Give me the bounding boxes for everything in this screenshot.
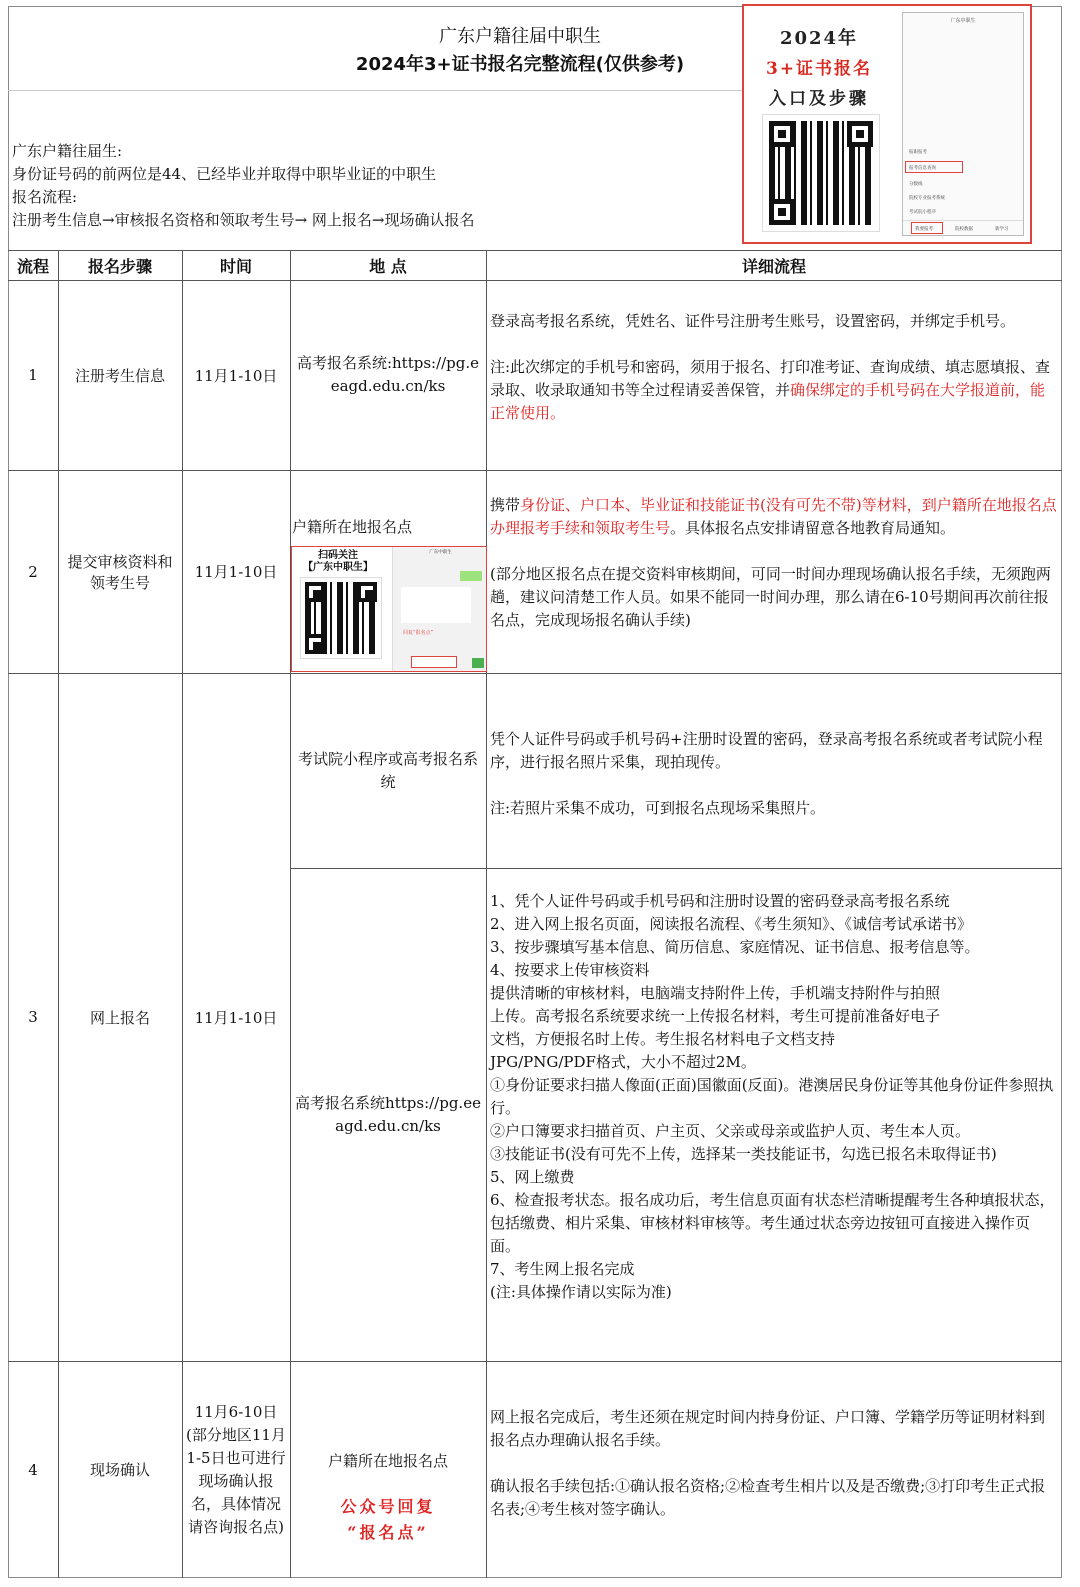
row-3-detail-b [490,890,1058,1304]
row-4-time: 11月6-10日(部分地区11月1-5日也可进行现场确认报名，具体情况请咨询报名点) [186,1402,286,1536]
detail-text: 凭个人证件号码或手机号码+注册时设置的密码，登录高考报名系统或者考试院小程序，进行报名照片采集，现拍现传。 [490,730,1043,771]
detail-highlight: 确保绑定的手机号码在大学报道前，能正常使用。 [490,381,1046,422]
detail-line: ②户口簿要求扫描首页、户主页、父亲或母亲或监护人页、考生本人页。 [490,1122,971,1140]
detail-line: ①身份证要求扫描人像面(正面)国徽面(反面)。港澳居民身份证等其他身份证件参照执行。 [490,1076,1054,1117]
phone-tab: 新学习 [995,227,1009,232]
header-time: 时间 [219,256,252,276]
detail-text: 网上报名完成后，考生还须在规定时间内持身份证、户口簿、学籍学历等证明材料到报名点办理确认报名手续。 [490,1408,1046,1449]
detail-line: 2、进入网上报名页面，阅读报名流程、《考生须知》、《诚信考试承诺书》 [490,915,973,933]
row-1-time: 11月1-10日 [194,366,278,385]
promo-subtitle: 3+证书报名 [765,59,873,79]
row-3-detail-a [490,728,1058,820]
header-step: 报名步骤 [87,256,152,276]
phone-menu-item: 考试院小程序 [909,210,936,215]
chat-reply-hint: 回复“报名点” [403,630,434,636]
header-step-no: 流程 [16,256,49,276]
row-3-place-b: 高考报名系统https://pg.eeagd.edu.cn/ks [295,1093,481,1135]
detail-highlight: 身份证、户口本、毕业证和技能证书(没有可先不带)等材料，到户籍所在地报名点办理报考手续和领取考生号 [490,496,1057,537]
detail-text: (部分地区报名点在提交资料审核期间，可同一时间办理现场确认报名手续，无须跑两趟，建议问清楚工作人员。如果不能同一时间办理，那么请在6-10号期间再次前往报名点，完成现场报名确认手续) [490,565,1051,629]
detail-line: 7、考生网上报名完成 [490,1260,635,1278]
detail-line: 5、网上缴费 [490,1168,575,1186]
row-2-step: 提交审核资料和领考生号 [67,552,173,592]
phone-tab-bar [903,220,1023,235]
row-4-step: 现场确认 [89,1461,150,1479]
promo-year: 2024年 [779,28,859,49]
row-1-detail [490,310,1058,425]
intro-line: 报名流程: [12,188,78,206]
detail-note [490,356,1058,425]
detail-text: 。具体报名点安排请留意各地教育局通知。 [670,519,956,537]
row-2-place: 户籍所在地报名点 [292,518,413,536]
intro-line: 身份证号码的前两位是44、已经毕业并取得中职毕业证的中职生 [12,165,437,183]
phone-tab: 我要报考 [915,227,933,232]
row-3-step: 网上报名 [89,1008,150,1027]
promo-poster [742,4,1032,244]
detail-text: 注:此次绑定的手机号和密码，须用于报名、打印准考证、查询成绩、填志愿填报、查录取、收录取通知书等全过程请妥善保管，并 [490,358,1051,399]
detail-line: 4、按要求上传审核资料 [490,961,650,979]
intro-block [12,140,737,232]
row-4-place: 户籍所在地报名点 [327,1452,448,1470]
qr-code-icon[interactable] [300,577,382,659]
detail-text: 注:若照片采集不成功，可到报名点现场采集照片。 [490,799,826,817]
phone-menu-item: 报考信息查询 [909,166,936,171]
row-2-time: 11月1-10日 [194,563,278,581]
detail-text: 登录高考报名系统，凭姓名、证件号注册考生账号，设置密码，并绑定手机号。 [490,312,1016,330]
phone-screenshot [902,12,1024,236]
row-2-no: 2 [28,562,38,581]
phone-menu-item: 分数线 [909,182,923,187]
highlight-box [905,161,963,173]
promo-caption: 入口及步骤 [769,89,869,109]
detail-line: 1、凭个人证件号码或手机号码和注册时设置的密码登录高考报名系统 [490,892,950,910]
detail-line: 6、检查报考状态。报名成功后，考生信息页面有状态栏清晰提醒考生各种填报状态，包括缴费、相片采集、审核材料审核等。考生通过状态旁边按钮可直接进入操作页面。 [490,1191,1055,1255]
row-3-time: 11月1-10日 [194,1008,278,1027]
phone-tab: 院校数据 [955,227,973,232]
phone-title: 广东中职生 [950,18,976,24]
row-3-place-a: 考试院小程序或高考报名系统 [297,749,478,791]
detail-line: 3、按步骤填写基本信息、简历信息、家庭情况、证书信息、报考信息等。 [490,938,980,956]
phone-menu-item: 院校专业报考系统 [909,196,945,201]
row-1-place: 高考报名系统:https://pg.eeagd.edu.cn/ks [296,354,480,395]
row-3-no: 3 [28,1008,38,1026]
row-4-no: 4 [28,1460,38,1479]
wechat-qr-image [291,546,487,672]
detail-text: 确认报名手续包括:①确认报名资格;②检查考生相片以及是否缴费;③打印考生正式报名表;④考生核对签字确认。 [490,1477,1046,1518]
title-divider [8,90,743,91]
detail-line: ③技能证书(没有可先不上传，选择某一类技能证书，勾选已报名未取得证书) [490,1145,997,1163]
document-title [250,22,790,76]
row-1-step: 注册考生信息 [74,366,165,385]
reply-hint-1: 公众号回复 [340,1497,436,1516]
detail-line: 提供清晰的审核材料，电脑端支持附件上传，手机端支持附件与拍照上传。高考报名系统要求统一上传报名材料，考生可提前准备好电子文档，方便报名时上传。考生报名材料电子文档支持JPG/PNG/PDF格式，大小不超过2M。 [490,984,941,1071]
header-place: 地 点 [369,256,407,276]
detail-text: 携带 [490,496,521,514]
row-4-detail [490,1406,1058,1521]
intro-line: 广东户籍往届生: [12,142,123,160]
chat-screenshot: 广东中职生 回复“报名点” [392,547,487,671]
highlight-box [911,222,943,234]
reply-hint-2: “报名点” [347,1523,429,1542]
header-detail: 详细流程 [741,256,806,276]
wechat-follow-text: 扫码关注 【广东中职生】 [303,550,373,573]
row-2-detail [490,494,1058,632]
phone-menu-item: 报职报考 [909,150,927,155]
intro-line: 注册考生信息→审核报名资格和领取考生号→ 网上报名→现场确认报名 [12,211,475,229]
detail-line: (注:具体操作请以实际为准) [490,1283,672,1301]
title-line-2: 2024年3+证书报名完整流程(仅供参考) [355,54,685,75]
title-line-1: 广东户籍往届中职生 [439,26,601,47]
qr-code-icon[interactable] [762,114,880,232]
row-1-no: 1 [28,366,38,384]
